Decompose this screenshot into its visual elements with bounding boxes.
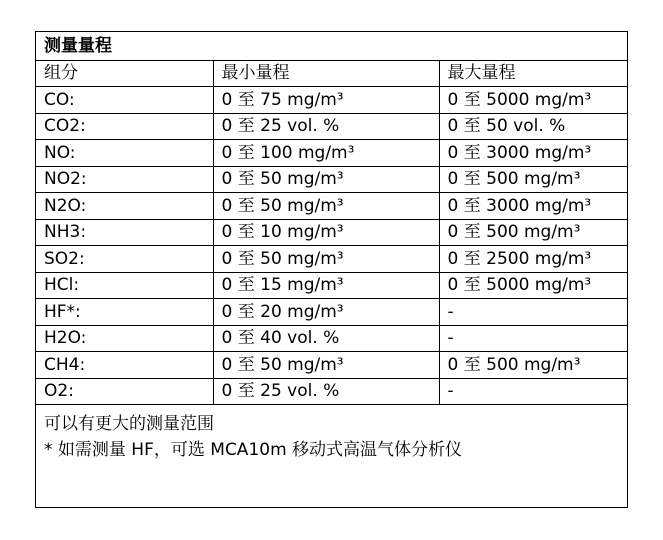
min-range-cell: 0 至 15 mg/m³ <box>213 272 439 299</box>
min-range-cell: 0 至 40 vol. % <box>213 325 439 352</box>
max-range-cell: 0 至 50 vol. % <box>439 113 627 140</box>
max-range-cell: 0 至 2500 mg/m³ <box>439 246 627 273</box>
max-range-cell: - <box>439 325 627 352</box>
max-range-cell: 0 至 5000 mg/m³ <box>439 272 627 299</box>
min-range-cell: 0 至 50 mg/m³ <box>213 246 439 273</box>
header-row <box>36 60 627 87</box>
max-range-cell: 0 至 3000 mg/m³ <box>439 193 627 220</box>
component-cell: CH4: <box>36 352 213 379</box>
min-range-cell: 0 至 10 mg/m³ <box>213 219 439 246</box>
min-range-cell: 0 至 50 mg/m³ <box>213 352 439 379</box>
component-cell: H2O: <box>36 325 213 352</box>
table-row <box>36 193 627 220</box>
table-row <box>36 246 627 273</box>
component-cell: O2: <box>36 378 213 405</box>
table-row <box>36 272 627 299</box>
component-cell: HF*: <box>36 299 213 326</box>
title-row <box>36 32 627 60</box>
measurement-range-table <box>36 32 627 463</box>
table-row <box>36 219 627 246</box>
notes-row <box>36 405 627 464</box>
header-max-range: 最大量程 <box>439 60 627 87</box>
header-min-range: 最小量程 <box>213 60 439 87</box>
table-row <box>36 166 627 193</box>
table-row <box>36 113 627 140</box>
min-range-cell: 0 至 75 mg/m³ <box>213 87 439 114</box>
header-component: 组分 <box>36 60 213 87</box>
table-row <box>36 325 627 352</box>
note-larger-range: 可以有更大的测量范围 <box>44 414 214 434</box>
max-range-cell: 0 至 5000 mg/m³ <box>439 87 627 114</box>
max-range-cell: 0 至 500 mg/m³ <box>439 166 627 193</box>
note-hf-measurement: * 如需测量 HF，可选 MCA10m 移动式高温气体分析仪 <box>44 440 463 460</box>
table-row <box>36 87 627 114</box>
max-range-cell: 0 至 500 mg/m³ <box>439 352 627 379</box>
max-range-cell: - <box>439 299 627 326</box>
component-cell: NO: <box>36 140 213 167</box>
component-cell: HCl: <box>36 272 213 299</box>
max-range-cell: 0 至 3000 mg/m³ <box>439 140 627 167</box>
table-row <box>36 140 627 167</box>
component-cell: CO: <box>36 87 213 114</box>
component-cell: N2O: <box>36 193 213 220</box>
table-row <box>36 299 627 326</box>
table-row <box>36 378 627 405</box>
table-title: 测量量程 <box>36 32 627 60</box>
component-cell: CO2: <box>36 113 213 140</box>
min-range-cell: 0 至 100 mg/m³ <box>213 140 439 167</box>
table-row <box>36 352 627 379</box>
min-range-cell: 0 至 50 mg/m³ <box>213 193 439 220</box>
min-range-cell: 0 至 50 mg/m³ <box>213 166 439 193</box>
component-cell: SO2: <box>36 246 213 273</box>
min-range-cell: 0 至 20 mg/m³ <box>213 299 439 326</box>
max-range-cell: - <box>439 378 627 405</box>
component-cell: NO2: <box>36 166 213 193</box>
min-range-cell: 0 至 25 vol. % <box>213 378 439 405</box>
measurement-range-table-frame <box>35 31 628 508</box>
component-cell: NH3: <box>36 219 213 246</box>
min-range-cell: 0 至 25 vol. % <box>213 113 439 140</box>
max-range-cell: 0 至 500 mg/m³ <box>439 219 627 246</box>
notes-cell <box>36 405 627 464</box>
